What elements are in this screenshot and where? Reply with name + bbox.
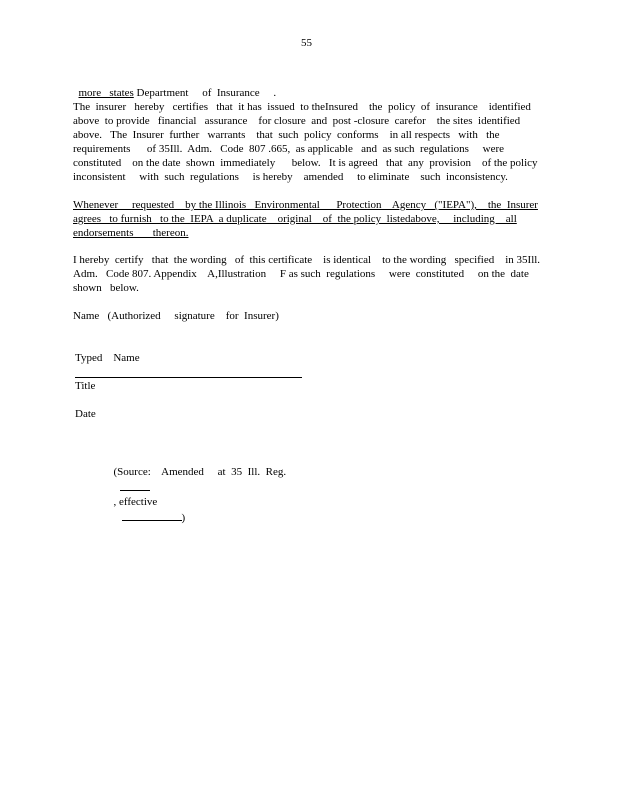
paragraph-line: shown below. (73, 282, 139, 294)
page-number: 55 (301, 37, 312, 49)
paragraph-line: The insurer hereby certifies that it has issued to theInsured the policy of insurance identified (73, 101, 531, 113)
department-of-insurance: Department of Insurance . (133, 87, 277, 99)
typed-name-label: Typed Name (75, 352, 140, 364)
source-note (108, 451, 286, 525)
effective-date-blank (122, 509, 182, 521)
date-label: Date (75, 408, 96, 420)
paragraph-line: Adm. Code 807. Appendix A,Illustration F as such regulations were constituted on the date (73, 268, 529, 280)
paragraph-line: I hereby certify that the wording of this certificate is identical to the wording specified in 35Ill. (73, 254, 541, 266)
iepa-paragraph (73, 198, 538, 240)
source-prefix: (Source: Amended at 35 Ill. Reg. (113, 466, 287, 478)
paragraph-line: endorsements thereon. (73, 227, 189, 239)
source-suffix: ) (181, 512, 186, 524)
source-effective: , effective (113, 496, 158, 508)
title-label: Title (75, 380, 96, 392)
paragraph-line: Whenever requested by the Illinois Environmental Protection Agency ("IEPA"), the Insurer (73, 199, 538, 211)
paragraph-line: inconsistent with such regulations is hereby amended to eliminate such inconsistency. (73, 171, 508, 183)
typed-name-line (75, 377, 302, 378)
paragraph-line: constituted on the date shown immediately below. It is agreed that any provision of the policy (73, 157, 538, 169)
paragraph-line: above. The Insurer further warrants that such policy conforms in all respects with the (73, 129, 500, 141)
wording-paragraph (73, 253, 541, 295)
signature-label: Name (Authorized signature for Insurer) (73, 310, 279, 322)
paragraph-line: agrees to furnish to the IEPA a duplicate original of the policy listedabove, including all (73, 213, 517, 225)
more-states-insert: more states (78, 87, 134, 99)
certification-paragraph (73, 100, 538, 184)
more-states-line (73, 72, 276, 100)
paragraph-line: requirements of 35Ill. Adm. Code 807 .665, as applicable and as such regulations were (73, 143, 505, 155)
paragraph-line: above to provide financial assurance for closure and post -closure carefor the sites identified (73, 115, 521, 127)
register-volume-blank (120, 479, 150, 491)
